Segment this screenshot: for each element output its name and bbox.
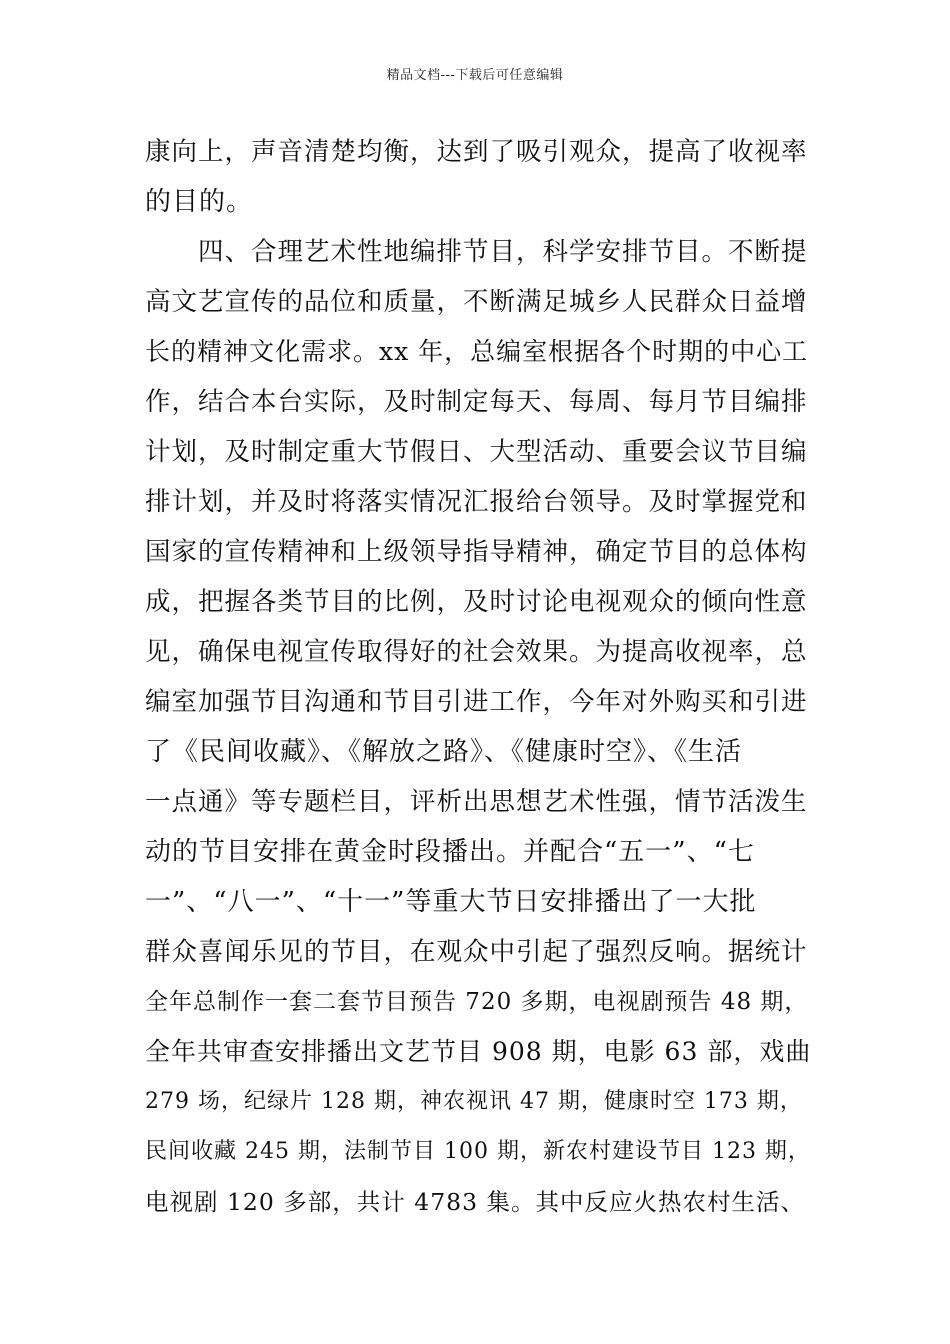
document-body bbox=[145, 127, 815, 1227]
text-line: 一点通》等专题栏目，评析出思想艺术性强，情节活泼生 bbox=[145, 787, 808, 817]
text-line: 编室加强节目沟通和节目引进工作，今年对外购买和引进 bbox=[145, 687, 808, 717]
text-line: 高文艺宣传的品位和质量，不断满足城乡人民群众日益增 bbox=[145, 287, 808, 317]
text-line: 四、合理艺术性地编排节目，科学安排节目。不断提 bbox=[145, 237, 808, 267]
text-line: 全年共审查安排播出文艺节目 908 期，电影 63 部，戏曲 bbox=[145, 1037, 812, 1066]
text-line: 全年总制作一套二套节目预告 720 多期，电视剧预告 48 期， bbox=[145, 989, 809, 1015]
text-line: 作，结合本台实际，及时制定每天、每周、每月节目编排 bbox=[145, 387, 808, 417]
text-line: 康向上，声音清楚均衡，达到了吸引观众，提高了收视率 bbox=[145, 137, 808, 167]
text-line: 长的精神文化需求。xx 年，总编室根据各个时期的中心工 bbox=[145, 337, 809, 366]
text-line: 计划，及时制定重大节假日、大型活动、重要会议节目编 bbox=[145, 437, 808, 467]
text-line: 一”、“八一”、“十一”等重大节日安排播出了一大批 bbox=[145, 887, 757, 917]
text-line: 国家的宣传精神和上级领导指导精神，确定节目的总体构 bbox=[145, 537, 808, 567]
text-line: 动的节目安排在黄金时段播出。并配合“五一”、“七 bbox=[145, 837, 755, 867]
text-line: 电视剧 120 多部，共计 4783 集。其中反应火热农村生活、 bbox=[145, 1188, 806, 1216]
text-line: 群众喜闻乐见的节目，在观众中引起了强烈反响。据统计 bbox=[145, 937, 808, 967]
text-line: 成，把握各类节目的比例，及时讨论电视观众的倾向性意 bbox=[145, 587, 808, 617]
text-line: 279 场，纪绿片 128 期，神农视讯 47 期，健康时空 173 期， bbox=[145, 1089, 803, 1114]
text-line: 见，确保电视宣传取得好的社会效果。为提高收视率，总 bbox=[145, 637, 808, 667]
page-header: 精品文档---下载后可任意编辑 bbox=[386, 68, 564, 83]
text-line: 民间收藏 245 期，法制节目 100 期，新农村建设节目 123 期， bbox=[145, 1139, 811, 1164]
text-line: 排计划，并及时将落实情况汇报给台领导。及时掌握党和 bbox=[145, 487, 808, 517]
text-line: 了《民间收藏》、《解放之路》、《健康时空》、《生活 bbox=[145, 737, 743, 767]
text-line: 的目的。 bbox=[145, 187, 254, 217]
